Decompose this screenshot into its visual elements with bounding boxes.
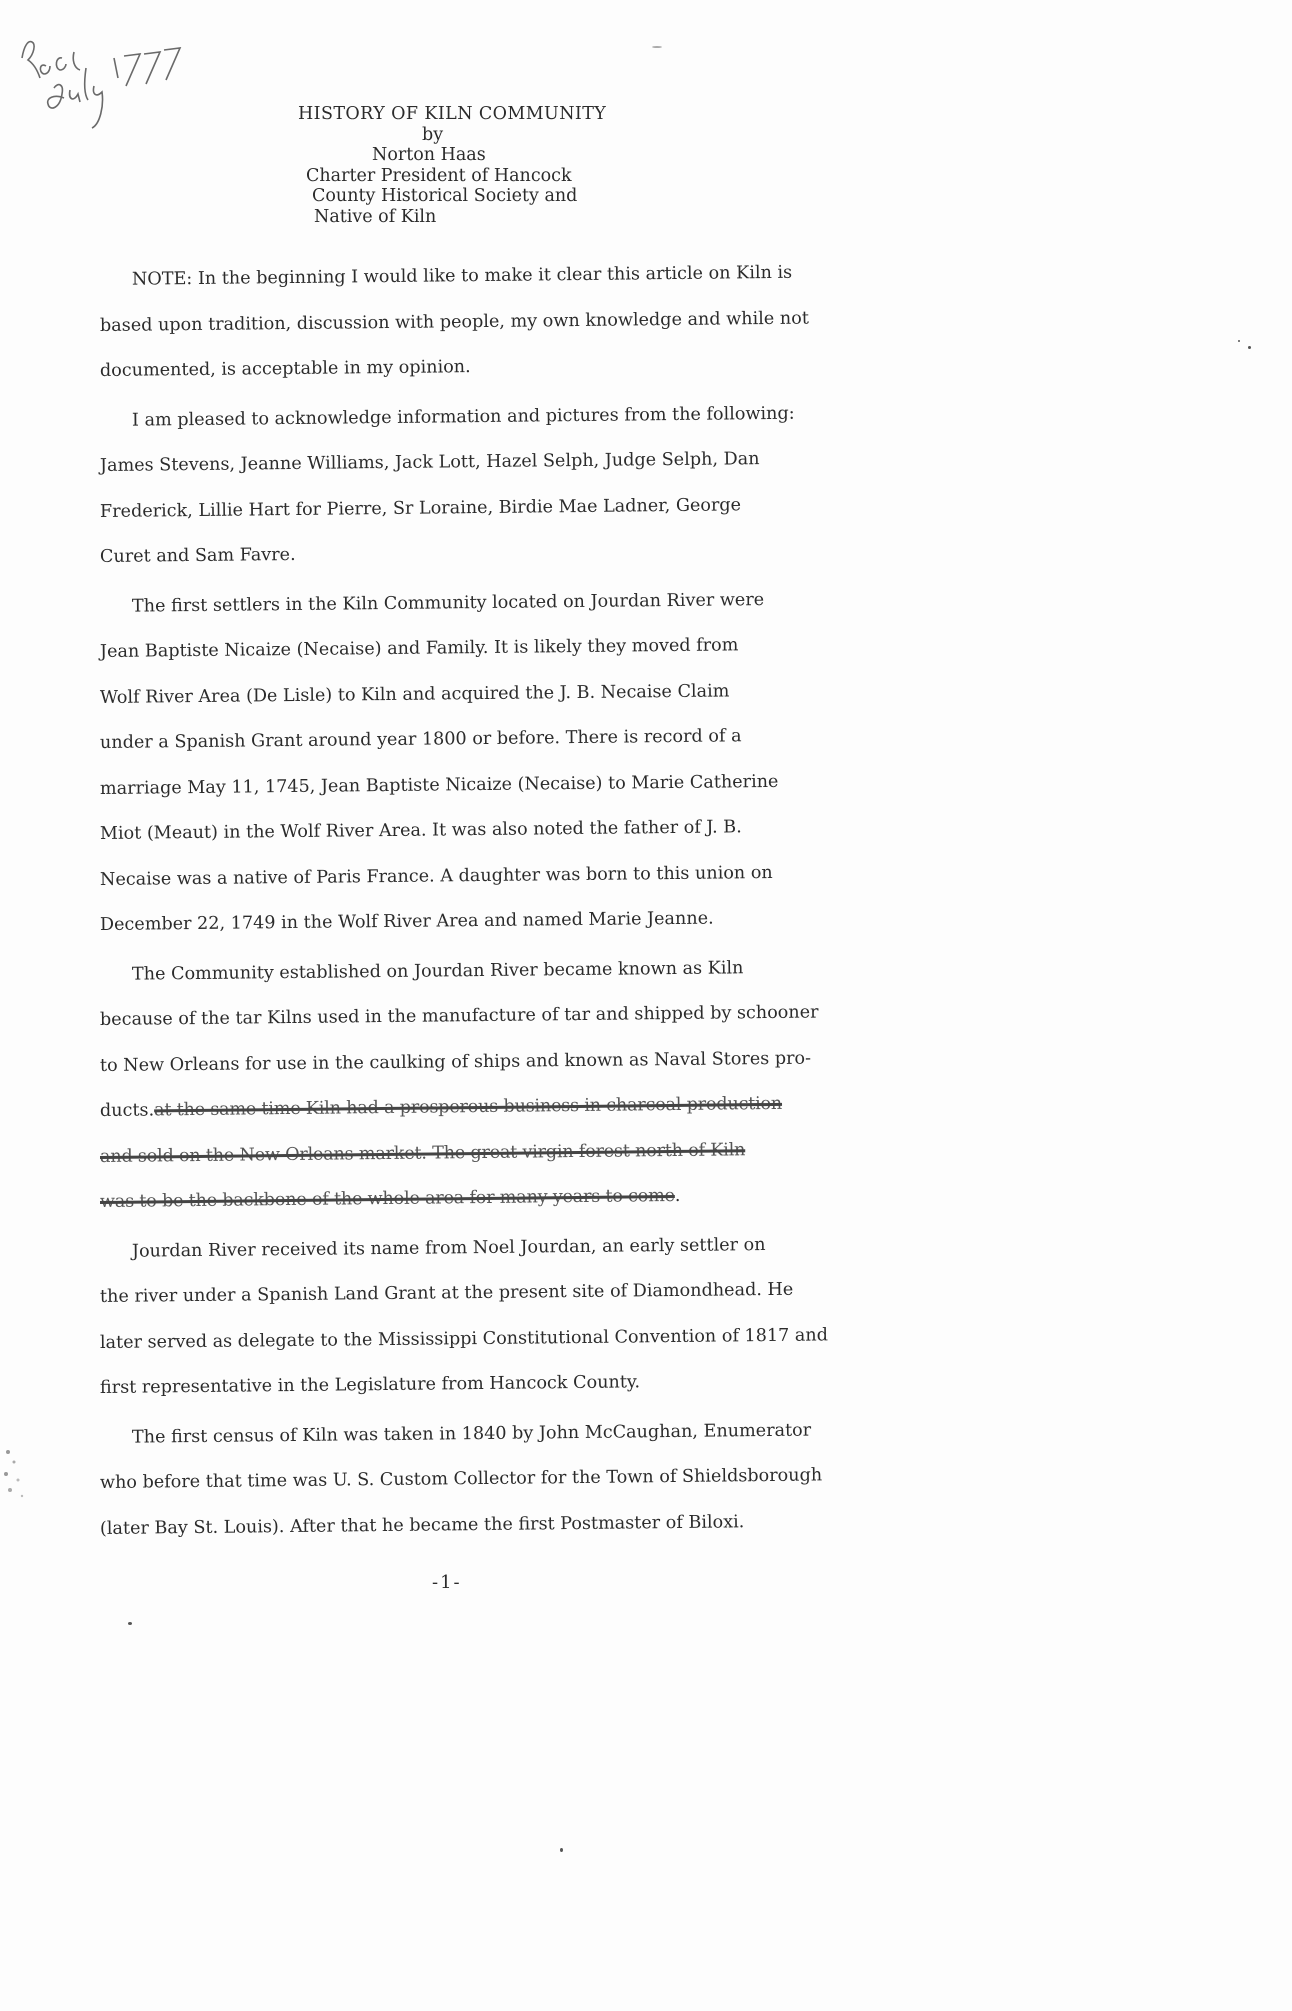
text-line	[100, 1080, 930, 1134]
byline-by: by	[422, 124, 444, 145]
paper-speck	[1248, 346, 1251, 349]
author-title-line: Native of Kiln	[314, 206, 437, 227]
paper-speck	[652, 46, 662, 48]
text-line: Jourdan River received its name from Noel Jourdan, an early settler on	[131, 1234, 766, 1262]
text-line: The Community established on Jourdan River became known as Kiln	[131, 957, 744, 985]
text-line: under a Spanish Grant around year 1800 or before. There is record of a	[99, 726, 742, 753]
margin-smudge	[0, 1440, 30, 1510]
author-title-line: Charter President of Hancock	[306, 165, 572, 186]
acknowledgement-paragraph	[100, 399, 930, 581]
text-line: Miot (Meaut) in the Wolf River Area. It was also noted the father of J. B.	[99, 817, 742, 844]
text-line: because of the tar Kilns used in the manufacture of tar and shipped by schooner	[99, 1002, 819, 1030]
line-end: .	[674, 1185, 681, 1206]
text-line: Wolf River Area (De Lisle) to Kiln and acquired the J. B. Necaise Claim	[99, 680, 730, 708]
paper-speck	[560, 1848, 563, 1852]
first-settlers-paragraph	[100, 585, 930, 949]
handwritten-annotation	[14, 28, 184, 138]
text-line: marriage May 11, 1745, Jean Baptiste Nicaize (Necaise) to Marie Catherine	[99, 771, 779, 799]
text-line: based upon tradition, discussion with people, my own knowledge and while not	[99, 308, 809, 336]
text-line: I am pleased to acknowledge information and pictures from the following:	[131, 403, 795, 431]
census-paragraph	[100, 1416, 930, 1553]
text-line	[100, 1171, 930, 1225]
author-name: Norton Haas	[372, 145, 486, 165]
text-line: to New Orleans for use in the caulking of ships and known as Naval Stores pro-	[99, 1048, 812, 1076]
kiln-name-paragraph	[100, 953, 930, 1226]
text-line: James Stevens, Jeanne Williams, Jack Lott, Hazel Selph, Judge Selph, Dan	[99, 449, 760, 476]
jourdan-river-paragraph	[100, 1230, 930, 1412]
text-line: Curet and Sam Favre.	[99, 544, 296, 567]
text-line: The first settlers in the Kiln Community located on Jourdan River were	[131, 589, 765, 617]
paper-speck	[1238, 340, 1240, 342]
text-line: the river under a Spanish Land Grant at the present site of Diamondhead. He	[99, 1279, 794, 1307]
author-title-line: County Historical Society and	[312, 186, 578, 206]
page-number: -1-	[432, 1572, 462, 1593]
text-line: Necaise was a native of Paris France. A daughter was born to this union on	[99, 862, 773, 890]
line-start: ducts.	[99, 1100, 155, 1121]
struck-out-text: at the same time Kiln had a prosperous business in charcoal production	[154, 1093, 783, 1121]
note-paragraph	[100, 258, 930, 395]
text-line: Frederick, Lillie Hart for Pierre, Sr Loraine, Birdie Mae Ladner, George	[99, 494, 742, 522]
text-line: who before that time was U. S. Custom Collector for the Town of Shieldsborough	[99, 1465, 823, 1493]
document-title: HISTORY OF KILN COMMUNITY	[298, 104, 607, 124]
text-line: first representative in the Legislature from Hancock County.	[99, 1372, 641, 1398]
text-line: NOTE: In the beginning I would like to make it clear this article on Kiln is	[131, 262, 793, 290]
text-line: The first census of Kiln was taken in 1840 by John McCaughan, Enumerator	[131, 1420, 812, 1448]
paper-speck	[128, 1622, 132, 1625]
text-line: (later Bay St. Louis). After that he became the first Postmaster of Biloxi.	[99, 1511, 745, 1539]
struck-out-text: and sold on the New Orleans market. The great virgin forest north of Kiln	[99, 1139, 746, 1167]
text-line: documented, is acceptable in my opinion.	[99, 357, 471, 381]
document-body	[100, 258, 930, 1552]
struck-out-text: was to be the backbone of the whole area for many years to come	[99, 1185, 675, 1212]
text-line: Jean Baptiste Nicaize (Necaise) and Family. It is likely they moved from	[99, 635, 739, 662]
document-header	[290, 104, 710, 227]
text-line: December 22, 1749 in the Wolf River Area and named Marie Jeanne.	[99, 908, 714, 935]
text-line: later served as delegate to the Mississippi Constitutional Convention of 1817 and	[99, 1324, 829, 1353]
